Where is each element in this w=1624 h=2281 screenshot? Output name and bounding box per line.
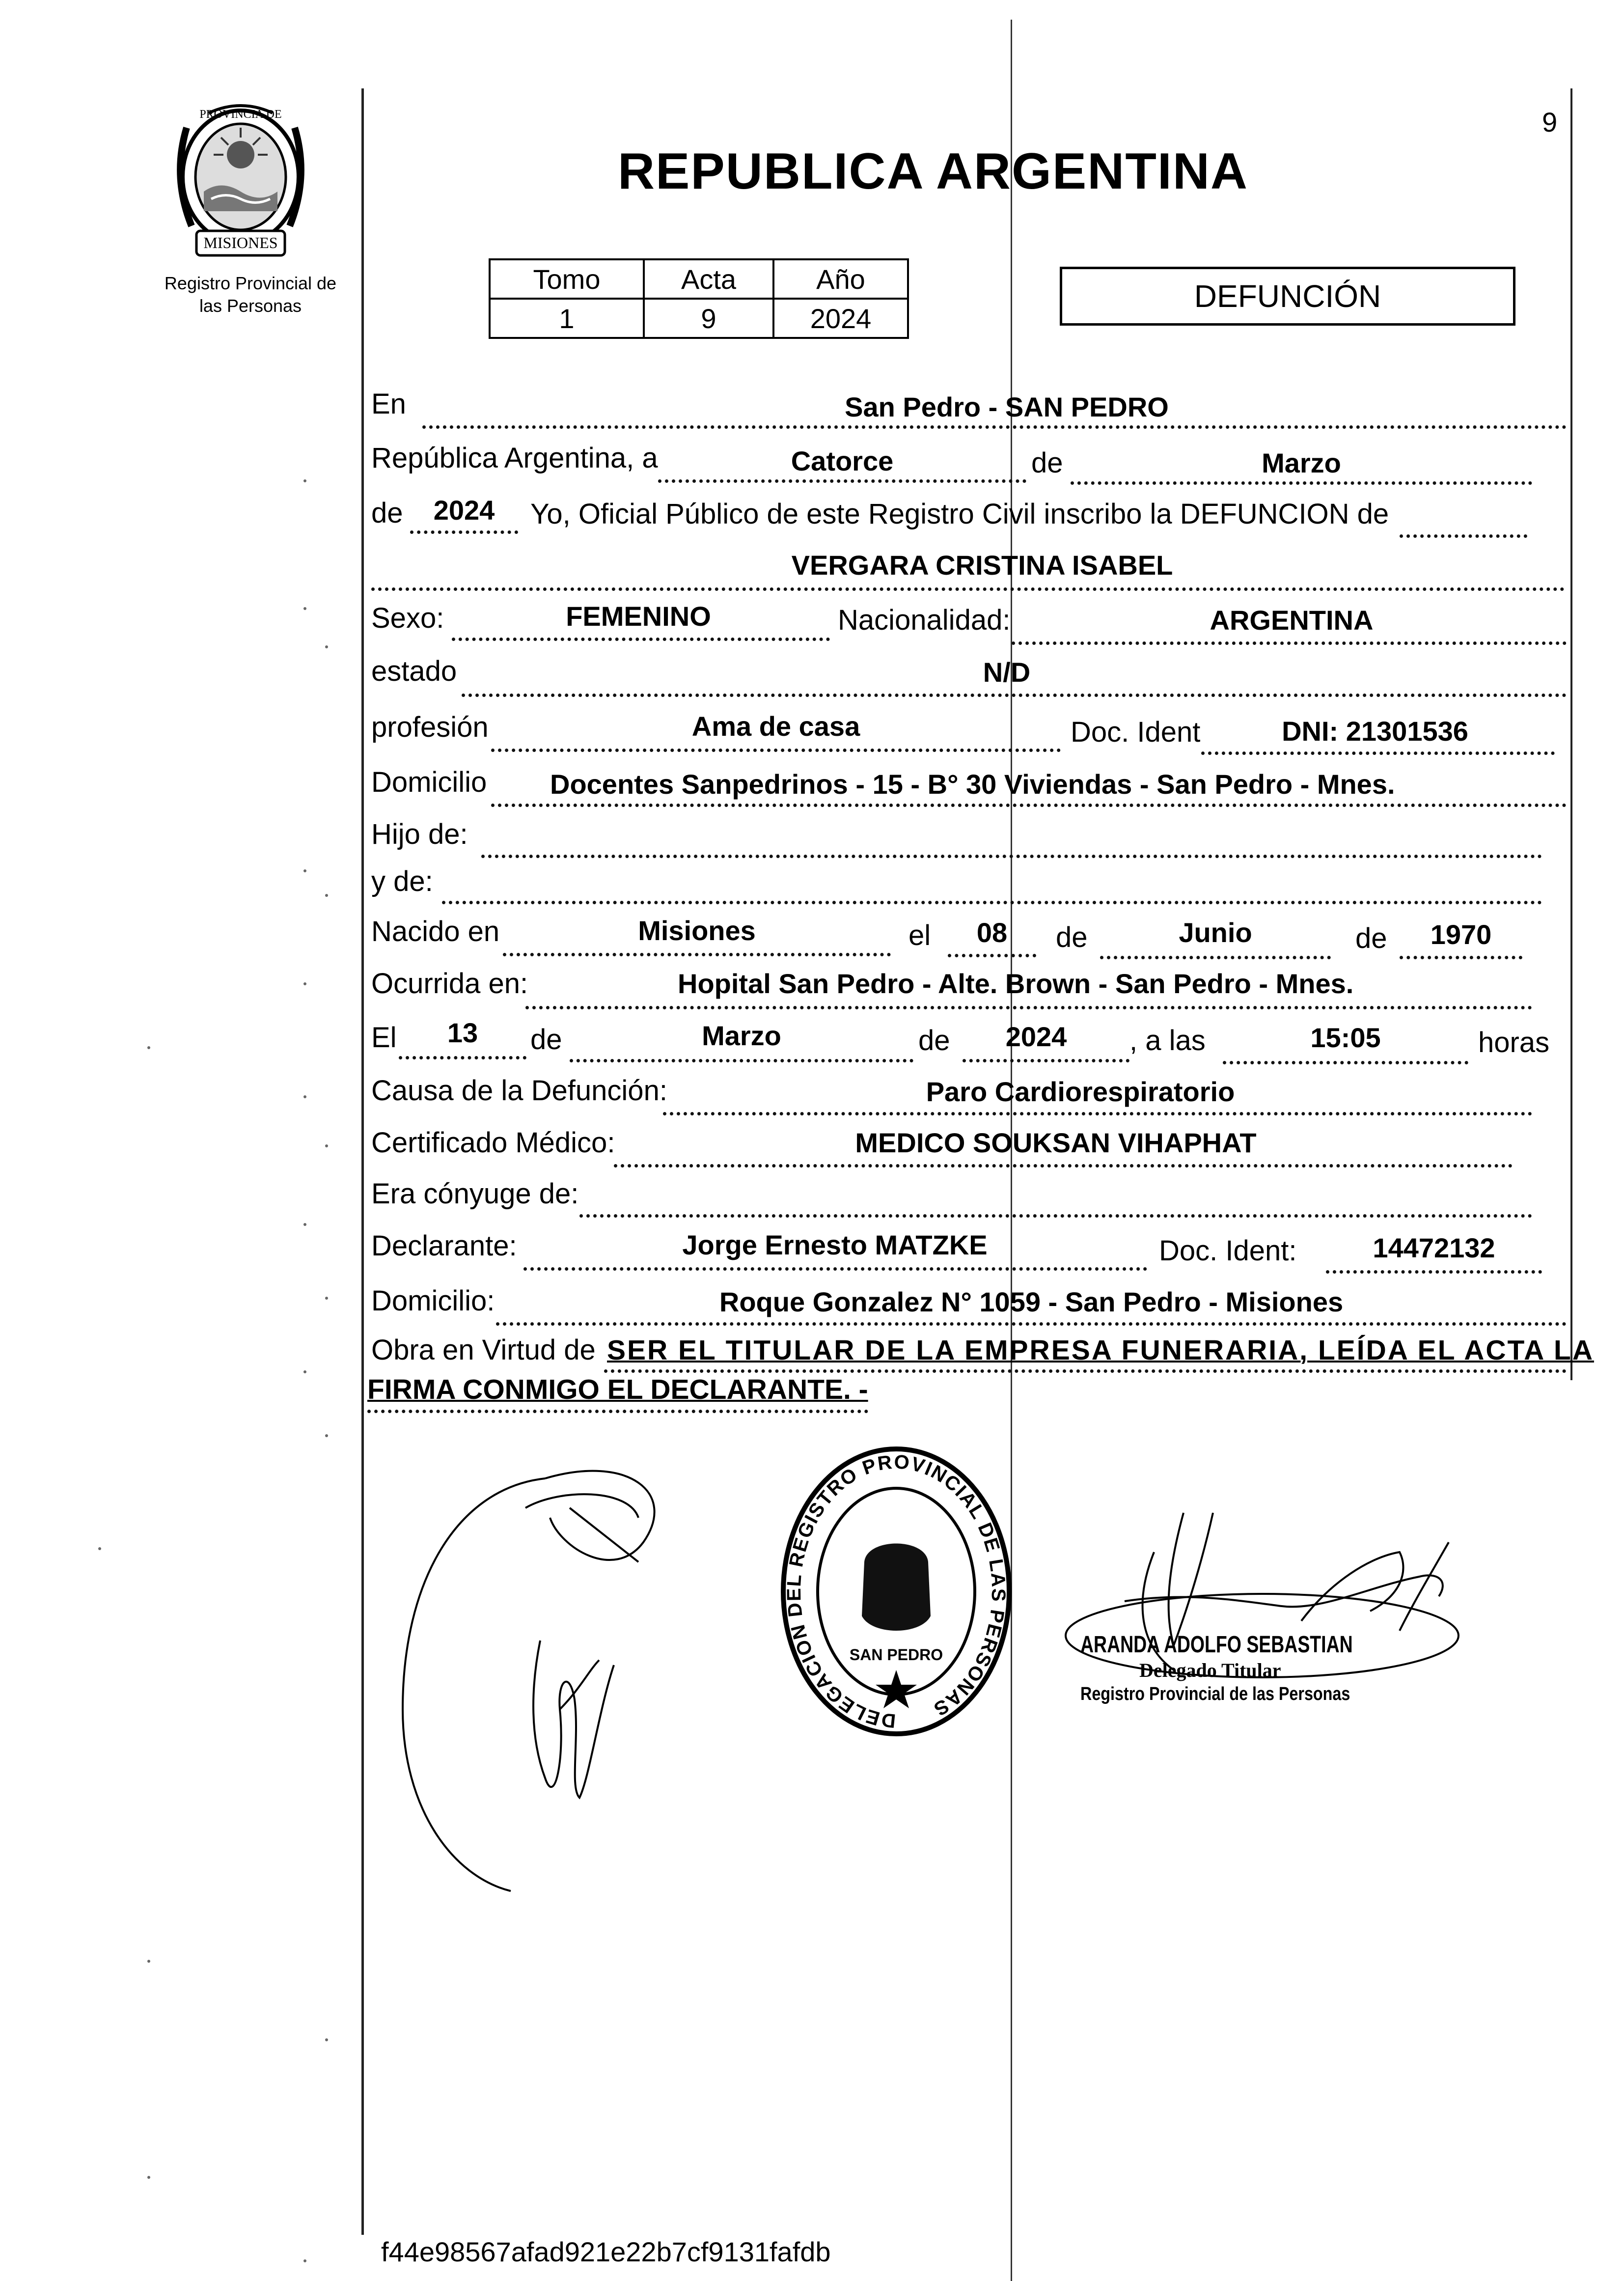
scan-speck (303, 2259, 306, 2262)
official-registry: Registro Provincial de las Personas (1080, 1684, 1350, 1704)
scan-speck (98, 1547, 101, 1550)
field-estado: N/D (983, 657, 1031, 688)
official-title: Delegado Titular (1139, 1659, 1281, 1681)
left-margin-rule (361, 88, 364, 2235)
svg-text:DELEGACION DEL REGISTRO PROVIN: DELEGACION DEL REGISTRO PROVINCIAL DE LAS PERSONAS (783, 1451, 1010, 1732)
dotted-rule (452, 638, 830, 641)
field-dia-nacimiento: 08 (976, 917, 1008, 948)
field-obra-line1: SER EL TITULAR DE LA EMPRESA FUNERARIA, LEÍDA EL ACTA LA (607, 1335, 1594, 1366)
scan-speck (303, 869, 306, 872)
label-y-de: y de: (371, 865, 433, 897)
scan-speck (325, 645, 328, 648)
field-documento: DNI: 21301536 (1282, 716, 1468, 747)
scan-speck (325, 894, 328, 897)
dotted-rule (663, 1112, 1532, 1115)
dotted-rule (496, 1322, 1567, 1326)
dotted-rule (570, 1059, 913, 1062)
registry-name-line2: las Personas (199, 296, 302, 316)
field-mes-inscripcion: Marzo (1262, 447, 1341, 478)
header-anio: Año (773, 259, 908, 299)
dotted-rule (399, 1056, 526, 1059)
value-anio: 2024 (773, 299, 908, 338)
record-table-header-row (490, 259, 908, 299)
field-anio-inscripcion: 2024 (433, 495, 495, 526)
dotted-rule (491, 749, 1061, 752)
label-estado: estado (371, 655, 457, 687)
scan-speck (303, 607, 306, 610)
scan-speck (303, 1223, 306, 1226)
dotted-rule (525, 1006, 1532, 1009)
label-de-anio-def: de (918, 1025, 950, 1057)
dotted-rule (1400, 534, 1527, 538)
act-type-box: DEFUNCIÓN (1060, 267, 1515, 326)
field-lugar-nacimiento: Misiones (638, 915, 756, 946)
label-el-cap: El (371, 1022, 397, 1054)
header-acta: Acta (644, 259, 773, 299)
scan-speck (147, 2176, 150, 2179)
field-certificado: MEDICO SOUKSAN VIHAPHAT (855, 1127, 1257, 1158)
field-dia-inscripcion: Catorce (791, 445, 894, 476)
field-domicilio: Docentes Sanpedrinos - 15 - B° 30 Viviendas - San Pedro - Mnes. (550, 769, 1395, 800)
svg-text:MISIONES: MISIONES (203, 234, 278, 251)
label-hijo-de: Hijo de: (371, 818, 468, 850)
right-margin-rule (1570, 88, 1572, 1380)
label-a-las: , a las (1129, 1025, 1206, 1057)
dotted-rule (481, 855, 1542, 858)
label-domicilio-declarante: Domicilio: (371, 1285, 495, 1317)
round-seal-icon (773, 1439, 1019, 1749)
label-horas: horas (1478, 1027, 1550, 1058)
dotted-rule (579, 1214, 1532, 1218)
scan-speck (303, 1370, 306, 1373)
field-dia-defuncion: 13 (447, 1017, 478, 1048)
dotted-rule (491, 804, 1567, 807)
label-el: el (908, 919, 931, 951)
dotted-rule (523, 1267, 1147, 1271)
registry-name (142, 272, 358, 317)
page-number: 9 (1542, 107, 1558, 138)
coat-of-arms-logo (162, 98, 319, 260)
label-domicilio: Domicilio (371, 766, 487, 798)
field-doc-declarante: 14472132 (1373, 1232, 1495, 1263)
scan-speck (325, 2038, 328, 2041)
field-nombre-fallecido: VERGARA CRISTINA ISABEL (791, 550, 1173, 581)
label-doc-ident: Doc. Ident (1071, 716, 1201, 748)
label-de-mes: de (1031, 447, 1063, 479)
dotted-rule (948, 954, 1036, 957)
dotted-rule (614, 1164, 1513, 1168)
dotted-rule (462, 694, 1567, 697)
svg-text:PROVINCIA DE: PROVINCIA DE (199, 108, 282, 121)
country-title: REPUBLICA ARGENTINA (617, 143, 1249, 200)
field-ocurrida-en: Hopital San Pedro - Alte. Brown - San Pedro - Mnes. (678, 968, 1354, 999)
dotted-rule (503, 953, 891, 956)
scan-speck (303, 479, 306, 482)
label-certificado: Certificado Médico: (371, 1127, 615, 1159)
dotted-rule (1223, 1061, 1468, 1064)
label-ocurrida-en: Ocurrida en: (371, 968, 528, 1000)
scan-speck (325, 1297, 328, 1300)
value-tomo: 1 (490, 299, 644, 338)
dotted-rule (442, 901, 1542, 904)
label-profesion: profesión (371, 711, 489, 743)
field-mes-nacimiento: Junio (1179, 917, 1252, 948)
official-stamp-text (1080, 1631, 1522, 1706)
scan-speck (147, 1046, 150, 1049)
official-name: ARANDA ADOLFO SEBASTIAN (1080, 1632, 1353, 1658)
dotted-rule (963, 1059, 1129, 1062)
label-doc-ident-declarante: Doc. Ident: (1159, 1235, 1297, 1267)
label-de-anio: de (371, 497, 403, 529)
value-acta: 9 (644, 299, 773, 338)
dotted-rule (1326, 1270, 1542, 1274)
dotted-rule (1100, 956, 1331, 959)
label-de-mes-def: de (530, 1024, 562, 1056)
field-causa: Paro Cardiorespiratorio (926, 1076, 1235, 1107)
dotted-rule (422, 425, 1567, 429)
coat-of-arms-icon (162, 98, 319, 260)
scan-speck (303, 982, 306, 985)
label-de-anio-nac: de (1355, 922, 1387, 954)
dotted-rule (604, 1369, 1567, 1373)
field-lugar: San Pedro - SAN PEDRO (845, 391, 1169, 422)
scan-speck (147, 1960, 150, 1963)
label-sexo: Sexo: (371, 602, 444, 634)
label-republica-a: República Argentina, a (371, 442, 658, 474)
svg-text:SAN PEDRO: SAN PEDRO (849, 1646, 943, 1664)
field-profesion: Ama de casa (691, 711, 860, 742)
official-seal (773, 1439, 1019, 1749)
field-anio-nacimiento: 1970 (1430, 919, 1492, 950)
field-anio-defuncion: 2024 (1005, 1021, 1067, 1052)
dotted-rule (371, 587, 1565, 591)
label-nacido-en: Nacido en (371, 916, 500, 947)
dotted-rule (1400, 956, 1522, 959)
declarant-signature (383, 1434, 697, 1925)
label-de-mes-nac: de (1056, 921, 1088, 953)
scan-speck (303, 1095, 306, 1098)
label-en: En (371, 388, 406, 420)
intro-text: Yo, Oficial Público de este Registro Civil inscribo la DEFUNCION de (530, 498, 1389, 530)
dotted-rule (410, 530, 518, 534)
dotted-rule (658, 479, 1026, 483)
field-domicilio-declarante: Roque Gonzalez N° 1059 - San Pedro - Misiones (719, 1286, 1344, 1317)
label-obra-en-virtud: Obra en Virtud de (371, 1334, 596, 1366)
field-sexo: FEMENINO (566, 601, 711, 632)
record-table (489, 258, 909, 339)
dotted-rule (1071, 481, 1532, 485)
scan-speck (325, 1434, 328, 1437)
header-tomo: Tomo (490, 259, 644, 299)
label-causa: Causa de la Defunción: (371, 1075, 667, 1107)
dotted-rule (1201, 751, 1555, 755)
scan-speck (325, 1144, 328, 1147)
handwritten-signature-icon (383, 1434, 697, 1925)
registry-name-line1: Registro Provincial de (164, 273, 337, 293)
dotted-rule (1012, 641, 1567, 645)
record-table-value-row (490, 299, 908, 338)
field-obra-line2: FIRMA CONMIGO EL DECLARANTE. - (367, 1374, 868, 1405)
field-declarante: Jorge Ernesto MATZKE (682, 1229, 988, 1260)
label-conyuge: Era cónyuge de: (371, 1178, 579, 1210)
field-nacionalidad: ARGENTINA (1210, 605, 1374, 636)
dotted-rule (367, 1410, 868, 1413)
label-declarante: Declarante: (371, 1230, 517, 1262)
label-nacionalidad: Nacionalidad: (838, 604, 1011, 636)
field-mes-defuncion: Marzo (702, 1020, 781, 1051)
document-hash: f44e98567afad921e22b7cf9131fafdb (381, 2236, 831, 2267)
field-hora-defuncion: 15:05 (1310, 1022, 1381, 1053)
